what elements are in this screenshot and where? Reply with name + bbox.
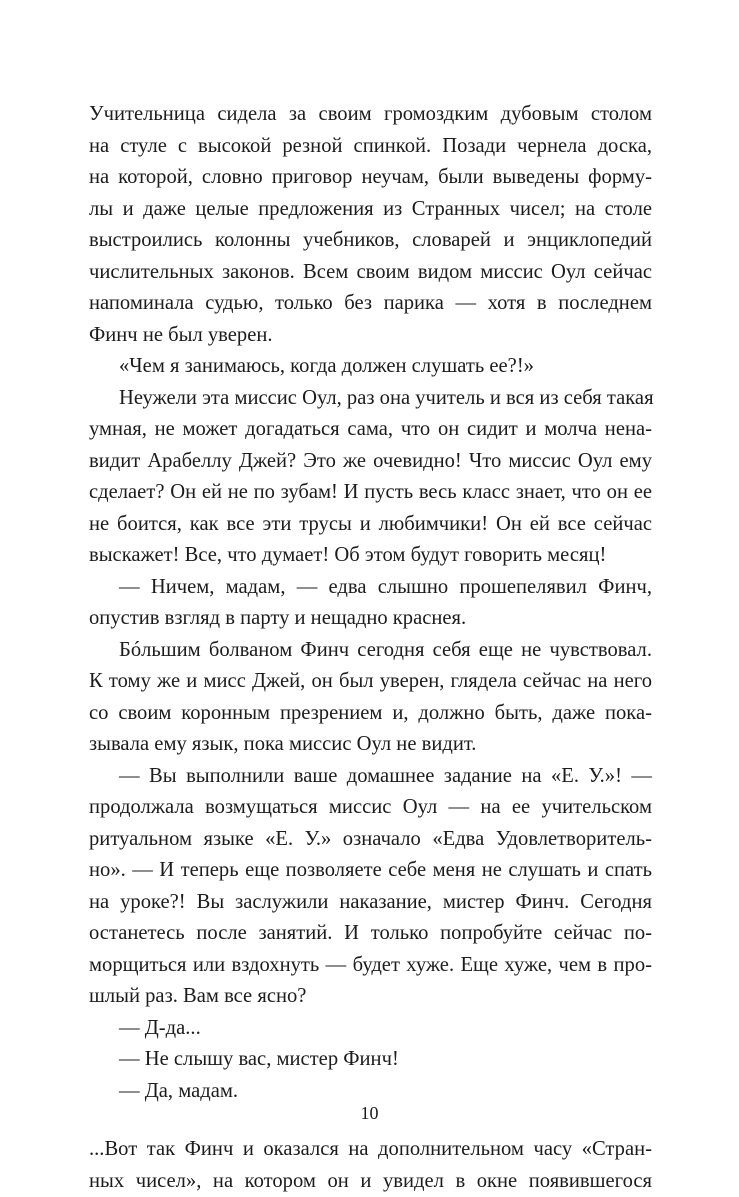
text-line: не боится, как все эти трусы и любимчики! Он ей все сейчас [89,509,652,541]
text-line: умная, не может догадаться сама, что он сидит и молча нена- [89,414,652,446]
text-line: видит Арабеллу Джей? Это же очевидно! Что миссис Оул ему [89,446,652,478]
text-line: останетесь после занятий. И только попробуйте сейчас по- [89,918,652,950]
text-line: — Не слышу вас, мистер Финч! [89,1044,652,1076]
text-line: зывала ему язык, пока миссис Оул не видит. [89,729,652,761]
text-line: ритуальном языке «Е. У.» означало «Едва Удовлетворитель- [89,824,652,856]
text-line: Неужели эта миссис Оул, раз она учитель и вся из себя такая [89,383,652,415]
text-line: морщиться или вздохнуть — будет хуже. Еще хуже, чем в про- [89,950,652,982]
text-line: Финч не был уверен. [89,320,652,352]
text-line: выстроились колонны учебников, словарей и энциклопедий [89,225,652,257]
text-line: ...Вот так Финч и оказался на дополнительном часу «Стран- [89,1134,652,1166]
text-line: на уроке?! Вы заслужили наказание, мистер Финч. Сегодня [89,887,652,919]
text-line: шлый раз. Вам все ясно? [89,981,652,1013]
text-line: но». — И теперь еще позволяете себе меня не слушать и спать [89,855,652,887]
text-line: выскажет! Все, что думает! Об этом будут говорить месяц! [89,540,652,572]
text-line: ных чисел», на котором он и увидел в окне появившегося [89,1166,652,1197]
text-line: продолжала возмущаться миссис Оул — на ее учительском [89,792,652,824]
text-line: «Чем я занимаюсь, когда должен слушать ее?!» [89,351,652,383]
text-line: со своим коронным презрением и, должно быть, даже пока- [89,698,652,730]
text-line: — Ничем, мадам, — едва слышно прошепелявил Финч, [89,572,652,604]
text-line: на которой, словно приговор неучам, были выведены форму- [89,162,652,194]
text-line: — Вы выполнили ваше домашнее задание на «Е. У.»! — [89,761,652,793]
text-line: Бóльшим болваном Финч сегодня себя еще не чувствовал. [89,635,652,667]
text-line: на стуле с высокой резной спинкой. Позади чернела доска, [89,131,652,163]
text-line: — Д-да... [89,1013,652,1045]
page-number: 10 [0,1103,739,1124]
body-text [89,99,652,1197]
text-line: напоминала судью, только без парика — хотя в последнем [89,288,652,320]
text-line: лы и даже целые предложения из Странных чисел; на столе [89,194,652,226]
text-line: сделает? Он ей не по зубам! И пусть весь класс знает, что он ее [89,477,652,509]
text-line: — Да, мадам. [89,1076,652,1108]
text-line: Учительница сидела за своим громоздким дубовым столом [89,99,652,131]
text-line: числительных законов. Всем своим видом миссис Оул сейчас [89,257,652,289]
text-line: опустив взгляд в парту и нещадно краснея. [89,603,652,635]
text-line: К тому же и мисс Джей, он был уверен, глядела сейчас на него [89,666,652,698]
